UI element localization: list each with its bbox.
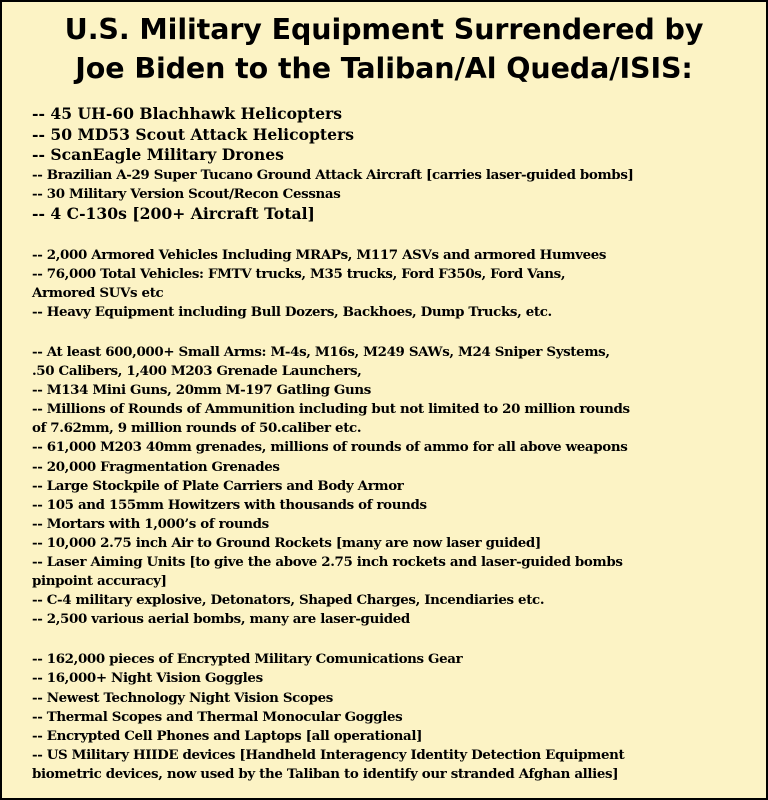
list-item: -- 2,500 various aerial bombs, many are laser-guided bbox=[32, 611, 410, 628]
list-item: -- At least 600,000+ Small Arms: M-4s, M16s, M249 SAWs, M24 Sniper Systems, bbox=[32, 343, 610, 360]
list-item: -- M134 Mini Guns, 20mm M-197 Gatling Guns bbox=[32, 382, 371, 399]
list-item: .50 Calibers, 1,400 M203 Grenade Launchers, bbox=[32, 363, 362, 380]
list-item: -- US Military HIIDE devices [Handheld Interagency Identity Detection Equipment bbox=[32, 746, 625, 763]
list-item: -- 10,000 2.75 inch Air to Ground Rockets [many are now laser guided] bbox=[32, 534, 541, 551]
list-item: -- Millions of Rounds of Ammunition including but not limited to 20 million rounds bbox=[32, 401, 630, 418]
title-line-2: Joe Biden to the Taliban/Al Queda/ISIS: bbox=[75, 52, 693, 85]
list-item: -- 76,000 Total Vehicles: FMTV trucks, M35 trucks, Ford F350s, Ford Vans, bbox=[32, 265, 566, 282]
page-title bbox=[2, 2, 766, 88]
list-group bbox=[32, 246, 766, 322]
list-group bbox=[32, 343, 766, 629]
list-item: -- 4 C-130s [200+ Aircraft Total] bbox=[32, 203, 315, 223]
list-item: Armored SUVs etc bbox=[32, 284, 164, 301]
list-item: -- Laser Aiming Units [to give the above 2.75 inch rockets and laser-guided bombs bbox=[32, 553, 623, 570]
list-item: -- 20,000 Fragmentation Grenades bbox=[32, 458, 280, 475]
list-item: pinpoint accuracy] bbox=[32, 573, 167, 590]
title-line-1: U.S. Military Equipment Surrendered by bbox=[64, 13, 704, 46]
list-item: -- Heavy Equipment including Bull Dozers, Backhoes, Dump Trucks, etc. bbox=[32, 303, 552, 320]
list-item: -- 16,000+ Night Vision Goggles bbox=[32, 670, 263, 687]
list-group bbox=[32, 650, 766, 784]
list-item: -- 2,000 Armored Vehicles Including MRAPs, M117 ASVs and armored Humvees bbox=[32, 246, 607, 263]
list-item: -- Newest Technology Night Vision Scopes bbox=[32, 689, 333, 706]
list-item: -- 50 MD53 Scout Attack Helicopters bbox=[32, 124, 355, 144]
list-item: -- C-4 military explosive, Detonators, Shaped Charges, Incendiaries etc. bbox=[32, 592, 545, 609]
list-item: -- 45 UH-60 Blachhawk Helicopters bbox=[32, 104, 342, 123]
list-group bbox=[32, 104, 766, 225]
list-item: -- Large Stockpile of Plate Carriers and Body Armor bbox=[32, 477, 404, 494]
list-item: -- 162,000 pieces of Encrypted Military Comunications Gear bbox=[32, 651, 463, 668]
list-item: -- Brazilian A-29 Super Tucano Ground Attack Aircraft [carries laser-guided bombs] bbox=[32, 166, 634, 183]
list-item: -- Thermal Scopes and Thermal Monocular Goggles bbox=[32, 708, 403, 725]
list-item: of 7.62mm, 9 million rounds of 50.caliber etc. bbox=[32, 420, 362, 437]
list-item: -- Encrypted Cell Phones and Laptops [all operational] bbox=[32, 727, 423, 744]
equipment-list bbox=[2, 88, 766, 784]
list-item: -- 105 and 155mm Howitzers with thousands of rounds bbox=[32, 496, 427, 513]
list-item: biometric devices, now used by the Taliban to identify our stranded Afghan allies] bbox=[32, 765, 619, 782]
list-item: -- Mortars with 1,000’s of rounds bbox=[32, 515, 269, 532]
list-item: -- 61,000 M203 40mm grenades, millions of rounds of ammo for all above weapons bbox=[32, 439, 628, 456]
list-item: -- ScanEagle Military Drones bbox=[32, 145, 284, 165]
list-item: -- 30 Military Version Scout/Recon Cessnas bbox=[32, 185, 341, 202]
